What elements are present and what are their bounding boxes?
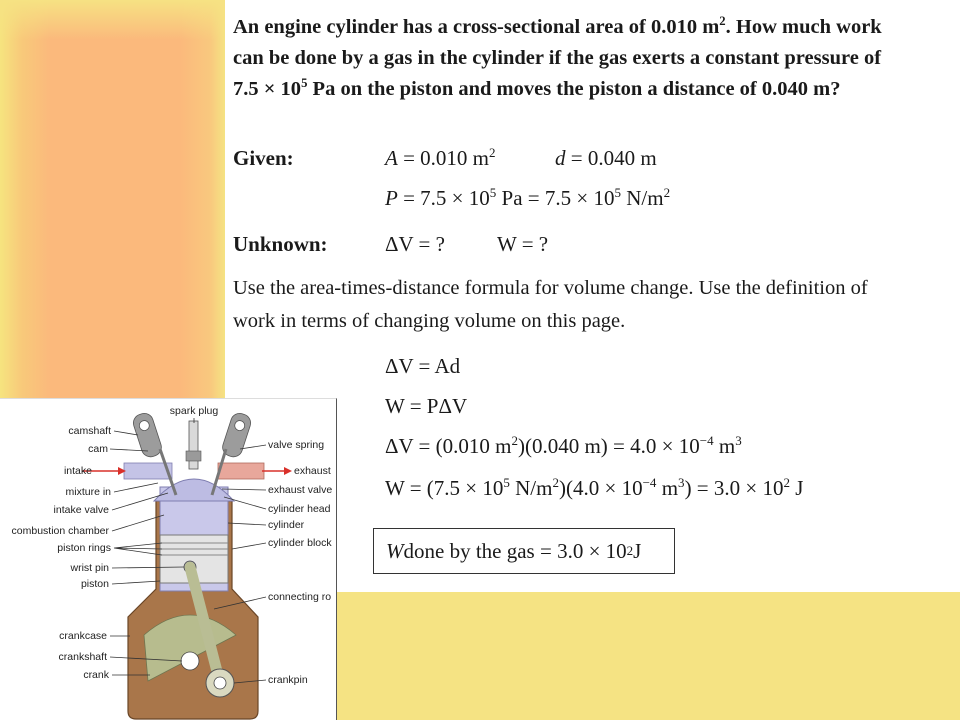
equation-work-formula: W = PΔV	[385, 394, 468, 418]
cylinder-head	[154, 479, 234, 501]
label-mixture-in: mixture in	[65, 486, 111, 498]
equation-volume-calc: ΔV = (0.010 $m^2)(0.040$ $m) = 4.0 \times 10^{-4}$ $m^3$	[385, 432, 742, 458]
problem-line-1: An engine cylinder has a cross-sectional area of 0.010 $m^2$. How much work	[233, 14, 882, 38]
exhaust-port	[218, 463, 264, 479]
instructions-line-2: work in terms of changing volume on this page.	[233, 310, 626, 332]
unknown-label: Unknown:	[233, 232, 328, 256]
label-crankshaft: crankshaft	[58, 651, 107, 663]
unknown-delta-v: ΔV = ?	[385, 232, 445, 256]
instructions-line-1: Use the area-times-distance formula for volume change. Use the definition of	[233, 277, 868, 299]
label-cylinder: cylinder	[268, 519, 305, 531]
label-cylinder-head: cylinder head	[268, 503, 331, 515]
label-crank: crank	[83, 669, 109, 681]
unknown-work: W = ?	[497, 232, 549, 256]
label-intake-valve: intake valve	[53, 504, 109, 516]
label-cylinder-block: cylinder block	[268, 537, 332, 549]
spark-plug	[189, 421, 198, 469]
label-valve-spring: valve spring	[268, 439, 325, 451]
label-connecting-rod: connecting ro	[268, 591, 332, 603]
problem-line-2: can be done by a gas in the cylinder if the gas exerts a constant pressure of	[233, 47, 882, 69]
equation-work-calc: $W = (7.5 \times 10^5$ $N/m^2)(4.0 \times 10^{-4}$ $m^3) = 3.0 \times 10^2$ J	[385, 474, 804, 500]
engine-cylinder-diagram	[0, 398, 337, 720]
label-camshaft: camshaft	[68, 425, 111, 437]
camshaft-left	[131, 411, 164, 459]
label-crankcase: crankcase	[59, 630, 107, 642]
label-wrist-pin: wrist pin	[70, 562, 109, 574]
label-piston-rings: piston rings	[57, 542, 111, 554]
equation-volume-formula: ΔV = Ad	[385, 354, 461, 378]
label-spark-plug: spark plug	[169, 405, 219, 417]
given-distance: d = 0.040 m	[555, 146, 657, 170]
answer-box: W done by the gas = 3.0 × 10 2 J	[373, 528, 675, 574]
engine-diagram-svg	[0, 399, 337, 720]
label-crankpin: crankpin	[268, 674, 308, 686]
instructions	[233, 272, 948, 338]
label-intake: intake	[63, 465, 92, 477]
label-exhaust-valve: exhaust valve	[268, 484, 333, 496]
label-cam: cam	[88, 443, 108, 455]
label-exhaust: exhaust	[294, 465, 331, 477]
given-label: Given:	[233, 146, 294, 170]
label-piston: piston	[80, 578, 109, 590]
crankshaft-center	[181, 652, 199, 670]
problem-line-3: $7.5 \times 10^5$ Pa on the piston and moves the piston a distance of 0.040 m?	[233, 76, 841, 100]
given-pressure: $P = 7.5 \times 10^5$ $Pa = 7.5 \times 10^5$ $N/m^2$	[385, 184, 671, 210]
label-combustion-chamber: combustion chamber	[11, 525, 109, 537]
given-area: A = 0.010 $m^2$	[385, 144, 496, 170]
problem-statement	[233, 12, 948, 105]
